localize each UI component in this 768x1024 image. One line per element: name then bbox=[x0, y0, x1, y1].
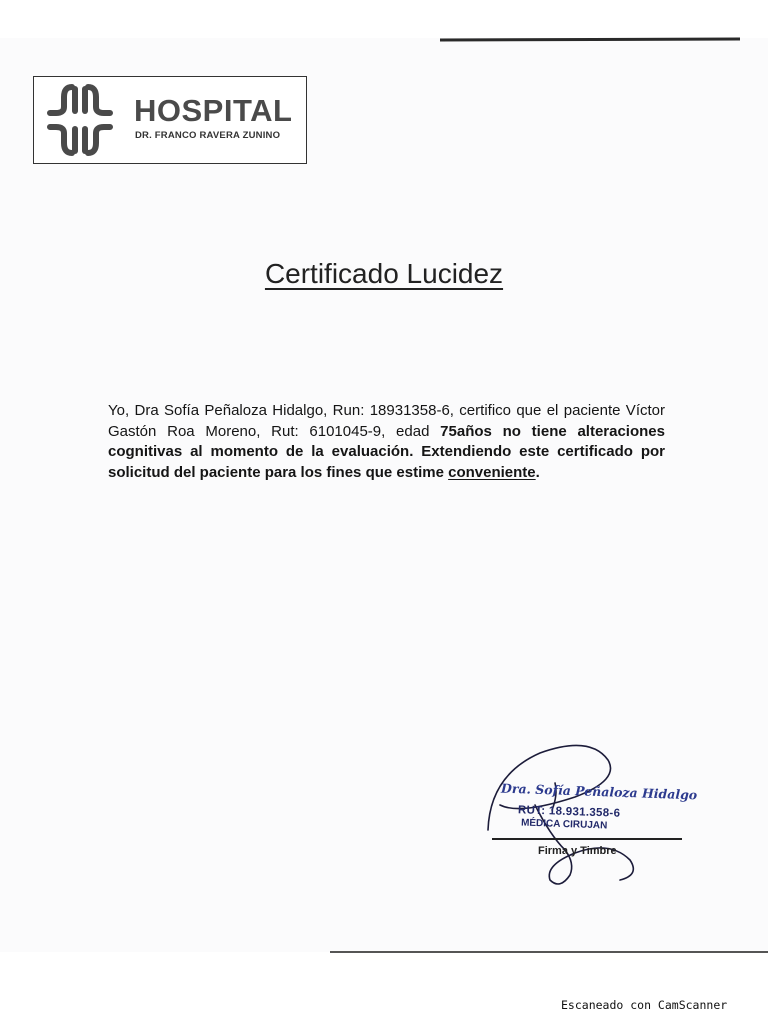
hospital-logo bbox=[33, 76, 307, 164]
hospital-subtitle: DR. FRANCO RAVERA ZUNINO bbox=[135, 130, 281, 141]
body-text-regular: Yo, Dra Sofía Peñaloza Hidalgo, Run: 18931358-6, certifico que el paciente Víctor Gastón Roa Moreno, Rut: 6101045-9, edad bbox=[108, 402, 665, 440]
document-title: Certificado Lucidez bbox=[264, 258, 504, 289]
body-text-end: . bbox=[535, 463, 540, 481]
hospital-name: HOSPITAL bbox=[134, 93, 293, 128]
body-text-underlined: conveniente bbox=[448, 463, 536, 481]
scanner-watermark: Escaneado con CamScanner bbox=[561, 998, 728, 1012]
signature-line bbox=[492, 838, 682, 840]
stamp-role: MÉDICA CIRUJAN bbox=[520, 817, 608, 832]
body-text-bold: 75años no tiene alteraciones cognitivas al momento de la evaluación. Extendiendo este certificado por solicitud del paciente para los fines que estime bbox=[108, 422, 665, 481]
stamp-doctor-name: Dra. Sofía Peñaloza Hidalgo bbox=[500, 780, 698, 803]
stamp-rut: RUT: 18.931.358-6 bbox=[517, 804, 621, 820]
hospital-cross-icon bbox=[42, 81, 118, 159]
certificate-body bbox=[108, 401, 665, 483]
paper-edge-bottom bbox=[330, 951, 768, 953]
signature-label: Firma y Timbre bbox=[538, 845, 617, 857]
